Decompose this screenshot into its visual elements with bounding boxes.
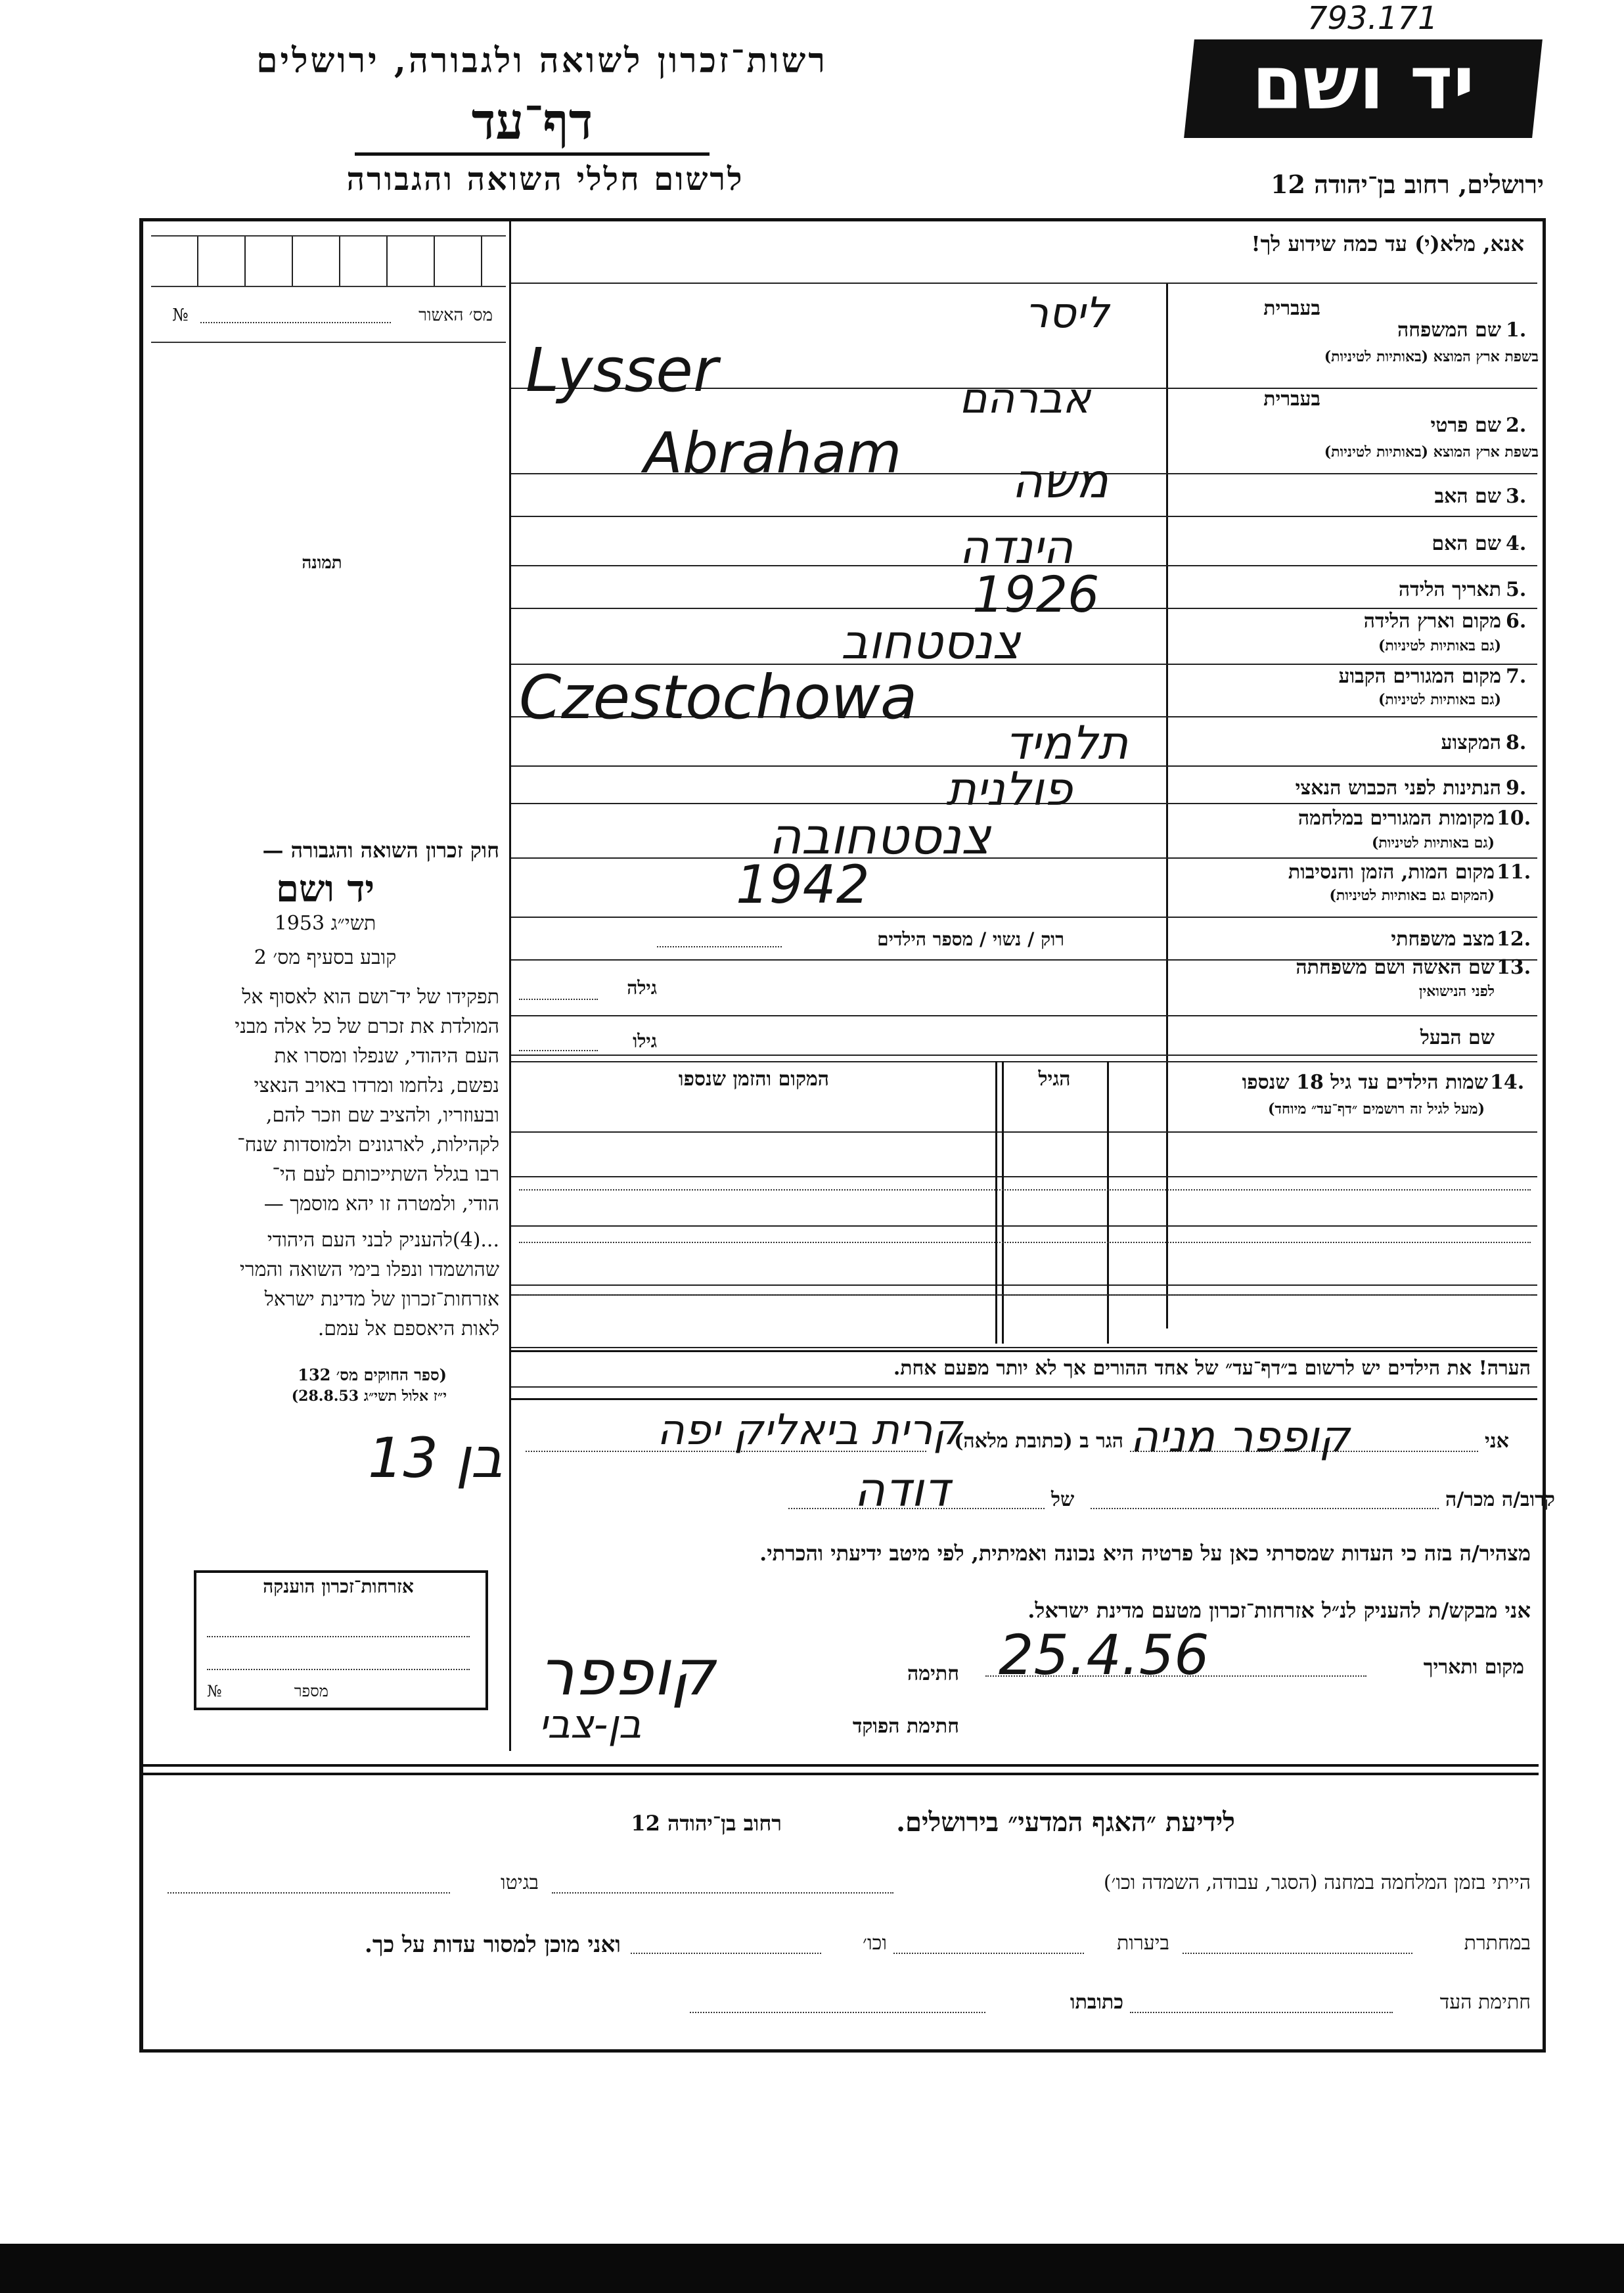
row-rule bbox=[511, 1347, 1537, 1348]
field-label-wife: שם האשה ושם משפחתה bbox=[1296, 956, 1495, 979]
officer-value[interactable]: בן-צבי bbox=[539, 1702, 642, 1748]
field-label-firstname: שם פרטי bbox=[1430, 414, 1501, 437]
law-line: העם היהודי, שנפלו ומסרו את bbox=[274, 1045, 499, 1068]
approval-stub bbox=[151, 235, 506, 287]
relation-label: קרוב/ה מכר/ה bbox=[1445, 1488, 1555, 1511]
approval-suffix: № bbox=[172, 306, 189, 325]
law-line: ובעוזריו, ולהציב שם וזכר להם, bbox=[265, 1104, 499, 1127]
place-date-value[interactable]: 25.4.56 bbox=[999, 1623, 1209, 1687]
field-number: 4. bbox=[1506, 532, 1527, 555]
field-number: 1. bbox=[1506, 319, 1527, 342]
field-sub: (גם באותיות לטיניות) bbox=[1378, 691, 1501, 708]
footer-camp-field[interactable] bbox=[552, 1892, 893, 1894]
marital-options[interactable]: רוק / נשוי / מספר הילדים bbox=[877, 928, 1064, 950]
signature-value[interactable]: קופפר bbox=[539, 1636, 715, 1710]
declaration-request: אני מבקש/ת להעניק לנ״ל אזרחות־זכרון מטעם מדינת ישראל. bbox=[1027, 1598, 1531, 1623]
photo-label: תמונה bbox=[302, 553, 342, 573]
law-year: תשי״ג 1953 bbox=[274, 912, 376, 935]
field-label-birthplace: מקום וארץ הלידה bbox=[1363, 610, 1501, 633]
wartime-residence-value[interactable]: צנסטחובה bbox=[769, 807, 991, 865]
father-name-value[interactable]: משה bbox=[1012, 453, 1108, 509]
row-rule bbox=[511, 1061, 1537, 1062]
footer-ghetto-field[interactable] bbox=[168, 1892, 450, 1894]
husband-age-field[interactable] bbox=[519, 1050, 598, 1051]
footer-address-label: כתובתו bbox=[1070, 1991, 1123, 2014]
children-age-header: הגיל bbox=[1038, 1068, 1071, 1091]
children-place-header: המקום והזמן שנספו bbox=[678, 1068, 830, 1091]
surname-hebrew-value[interactable]: ליסר bbox=[1025, 289, 1110, 338]
row-rule bbox=[511, 1131, 1537, 1133]
field-number: 7. bbox=[1506, 665, 1527, 688]
address-value[interactable]: קרית ביאליק יפה bbox=[657, 1406, 962, 1455]
birthdate-value[interactable]: 1926 bbox=[972, 565, 1100, 624]
wife-age-label: גילה bbox=[627, 977, 657, 999]
header-address: ירושלים, רחוב בן־יהודה 12 bbox=[1271, 170, 1544, 199]
mother-name-value[interactable]: הינדה bbox=[959, 520, 1073, 574]
approval-label: מס׳ האשור bbox=[418, 306, 493, 325]
law-reference: (ספר החוקים מס׳ 132 bbox=[298, 1365, 447, 1384]
field-label-residence: מקום המגורים הקבוע bbox=[1338, 665, 1501, 688]
title-underline bbox=[355, 152, 710, 156]
field-label-surname: שם המשפחה bbox=[1397, 319, 1501, 342]
law-reference: י״ז אלול תשי״ג 28.8.53) bbox=[291, 1388, 447, 1405]
field-label-wartime-residence: מקומות המגורים במלחמה bbox=[1297, 807, 1495, 830]
law-line: שהושמדו ונפלו בימי השואה והמרי bbox=[239, 1258, 499, 1281]
declaration-statement: מצהיר/ה בזה כי העדות שמסרתי כאן על פרטיה היא נכונה ואמיתית, לפי מיטב ידיעתי והכרתי. bbox=[759, 1541, 1531, 1566]
field-sub: בשפת ארץ המוצא (באותיות לטיניות) bbox=[1324, 443, 1539, 461]
form-title: דף־עד bbox=[471, 92, 593, 150]
firstname-latin-value[interactable]: Abraham bbox=[644, 420, 902, 486]
children-row[interactable] bbox=[519, 1294, 1531, 1296]
footer-underground-label: במחתרת bbox=[1464, 1932, 1531, 1955]
footer-forests-field[interactable] bbox=[893, 1953, 1084, 1954]
org-line: רשות־זכרון לשואה ולגבורה, ירושלים bbox=[256, 41, 828, 81]
intro-text: אנא, מלא(י) עד כמה שידוע לך! bbox=[1251, 231, 1524, 256]
children-col-divider bbox=[995, 1061, 997, 1344]
field-number: 3. bbox=[1506, 485, 1527, 508]
archive-number-note: 793.171 bbox=[1307, 0, 1438, 37]
field-number: 2. bbox=[1506, 414, 1527, 437]
signature-label: חתימה bbox=[907, 1662, 959, 1685]
wife-age-field[interactable] bbox=[519, 999, 598, 1000]
field-number: 12. bbox=[1497, 928, 1531, 951]
of-value[interactable]: דודה bbox=[854, 1462, 950, 1517]
side-note: בן 13 bbox=[368, 1426, 503, 1490]
place-date-label: מקום ותאריך bbox=[1423, 1656, 1524, 1679]
field-sub: לפני הנישואין bbox=[1418, 983, 1495, 1000]
field-sub: בשפת ארץ המוצא (באותיות לטיניות) bbox=[1324, 348, 1539, 365]
law-section: קובע בסעיף מס׳ 2 bbox=[254, 946, 397, 969]
children-count-field[interactable] bbox=[657, 946, 782, 947]
footer-camp-label: הייתי בזמן המלחמה במחנה (הסגר, עבודה, השמדה וכו׳) bbox=[1103, 1871, 1531, 1894]
row-rule bbox=[511, 857, 1537, 859]
law-line: רבו בגלל השתייכותם לעם הי־ bbox=[272, 1163, 499, 1186]
profession-value[interactable]: תלמיד bbox=[1005, 716, 1129, 770]
of-label: של bbox=[1051, 1488, 1075, 1511]
husband-age-label: גילו bbox=[633, 1030, 657, 1052]
row-rule bbox=[511, 1176, 1537, 1177]
citizenship-number-suffix: № bbox=[207, 1682, 222, 1700]
field-number: 6. bbox=[1506, 610, 1527, 633]
law-name: יד ושם bbox=[275, 867, 375, 911]
children-row[interactable] bbox=[519, 1189, 1531, 1191]
approval-field[interactable] bbox=[200, 322, 391, 323]
field-number: 8. bbox=[1506, 731, 1527, 754]
citizenship-line[interactable] bbox=[207, 1636, 470, 1637]
children-table-number: 14. bbox=[1490, 1071, 1525, 1094]
declarant-label: אני bbox=[1485, 1430, 1509, 1453]
field-label-father: שם האב bbox=[1434, 485, 1501, 508]
field-number: 13. bbox=[1497, 956, 1531, 979]
law-line: לאות היאספם אל עמם. bbox=[317, 1317, 499, 1340]
footer-heading: לידיעת ״האגף המדעי״ בירושלים. bbox=[896, 1807, 1235, 1838]
footer-divider bbox=[141, 1773, 1539, 1775]
address-label: הגר ב (כתובת מלאה) bbox=[954, 1430, 1123, 1453]
field-label-marital: מצב משפחתי bbox=[1391, 928, 1495, 951]
logo-text: יד ושם bbox=[1252, 41, 1475, 126]
citizenship-box-title: אזרחות־זכרון הוענקה bbox=[263, 1576, 414, 1597]
footer-witness-sig-field[interactable] bbox=[1130, 2012, 1393, 2013]
approval-bottom-line bbox=[151, 342, 506, 343]
field-label-mother: שם האם bbox=[1432, 532, 1501, 555]
footer-etc-field[interactable] bbox=[631, 1953, 821, 1954]
residence-value[interactable]: Czestochowa bbox=[519, 662, 918, 733]
children-names-header: שמות הילדים עד גיל 18 שנספו bbox=[1242, 1071, 1488, 1094]
law-line: אזרחות־זכרון של מדינת ישראל bbox=[264, 1288, 499, 1311]
children-col-divider bbox=[1107, 1061, 1109, 1344]
law-line: המולדת את זכרם של כל אלה מבני bbox=[235, 1015, 499, 1038]
field-label-citizenship: הנתינות לפני הכבוש הנאצי bbox=[1295, 777, 1501, 800]
surname-latin-value[interactable]: Lysser bbox=[526, 335, 718, 405]
law-line: ...(4)להעניק לבני העם היהודי bbox=[267, 1229, 499, 1252]
footer-ghetto-label: בגיטו bbox=[500, 1871, 539, 1894]
field-label-husband: שם הבעל bbox=[1420, 1026, 1495, 1049]
footer-underground-field[interactable] bbox=[1183, 1953, 1412, 1954]
officer-label: חתימת הפוקד bbox=[852, 1715, 959, 1738]
citizenship-line[interactable] bbox=[207, 1669, 470, 1670]
law-line: הודי, ולמטרה זו יהא מוסמך — bbox=[263, 1192, 499, 1215]
form-purpose: לרשום חללי השואה והגבורה bbox=[346, 161, 744, 198]
footer-divider bbox=[141, 1764, 1539, 1767]
footer-forests-label: ביערות bbox=[1116, 1932, 1169, 1955]
law-line: לקהילות, לארגונים ולמוסדות שנח־ bbox=[237, 1133, 499, 1156]
children-col-divider bbox=[1002, 1061, 1004, 1344]
field-label-birthdate: תאריך הלידה bbox=[1398, 578, 1501, 601]
row-rule bbox=[511, 516, 1537, 517]
footer-testify: ואני מוכן למסור עדות על כך. bbox=[365, 1932, 621, 1958]
remark-box bbox=[511, 1350, 1537, 1400]
label-column-divider bbox=[1166, 284, 1168, 1328]
scan-bottom-edge bbox=[0, 2244, 1624, 2293]
birthplace-value[interactable]: צנסטחוב bbox=[841, 614, 1021, 670]
remark-text: הערה! את הילדים יש לרשום ב״דף־עד״ של אחד ההורים אך לא יותר מפעם אחת. bbox=[893, 1357, 1531, 1380]
field-number: 9. bbox=[1506, 777, 1527, 800]
citizenship-value[interactable]: פולנית bbox=[946, 762, 1073, 816]
field-label-death-place: מקום המות, הזמן והנסיבות bbox=[1288, 861, 1495, 884]
footer-witness-sig-label: חתימת העד bbox=[1439, 1991, 1531, 2014]
field-label-profession: המקצוע bbox=[1441, 731, 1501, 754]
law-line: נפשם, נלחמו ומרדו באויב הנאצי bbox=[254, 1074, 499, 1097]
field-hebrew-tag: בעברית bbox=[1263, 388, 1320, 411]
field-sub: (גם באותיות לטיניות) bbox=[1378, 637, 1501, 654]
citizenship-number-label: מספר bbox=[294, 1682, 328, 1700]
footer-address-field[interactable] bbox=[690, 2012, 985, 2013]
field-sub: (המקום גם באותיות לטיניות) bbox=[1329, 887, 1495, 904]
field-number: 11. bbox=[1497, 861, 1531, 884]
children-row[interactable] bbox=[519, 1242, 1531, 1243]
row-rule bbox=[511, 917, 1537, 918]
law-heading: חוק זכרון השואה והגבורה — bbox=[262, 838, 499, 863]
law-line: תפקידו של יד־ושם הוא לאסוף אל bbox=[242, 986, 499, 1009]
field-hebrew-tag: בעברית bbox=[1263, 297, 1320, 320]
footer-address: רחוב בן־יהודה 12 bbox=[631, 1811, 782, 1836]
field-number: 10. bbox=[1497, 807, 1531, 830]
row-rule bbox=[511, 1284, 1537, 1286]
firstname-hebrew-value[interactable]: אברהם bbox=[959, 375, 1091, 423]
field-number: 5. bbox=[1506, 578, 1527, 601]
declarant-value[interactable]: קופפר מניה bbox=[1130, 1411, 1350, 1462]
intro-rule bbox=[511, 283, 1537, 284]
footer-etc-label: וכו׳ bbox=[863, 1932, 887, 1955]
left-column-divider bbox=[509, 220, 511, 1751]
relation-field[interactable] bbox=[1091, 1508, 1439, 1509]
children-names-note: (מעל לגיל זה רושמים ״דף־עד״ מיוחד) bbox=[1267, 1101, 1485, 1118]
death-date-value[interactable]: 1942 bbox=[736, 854, 870, 915]
row-rule bbox=[511, 1055, 1537, 1056]
row-rule bbox=[511, 1015, 1537, 1016]
field-sub: (גם באותיות לטיניות) bbox=[1371, 834, 1495, 851]
row-rule bbox=[511, 1225, 1537, 1227]
